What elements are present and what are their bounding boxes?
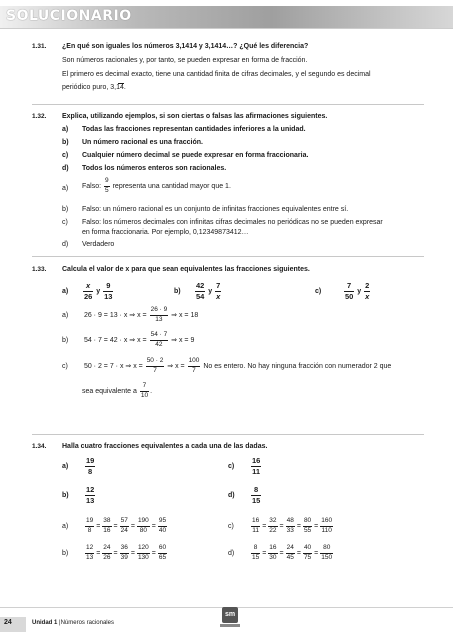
item-label: a) <box>62 462 69 470</box>
denominator: 150 <box>321 553 333 561</box>
publisher-logo: sm <box>222 607 238 623</box>
equals-sign: = <box>314 549 319 557</box>
item-label: a) <box>62 287 69 295</box>
numerator: 32 <box>268 518 277 527</box>
fraction <box>364 282 370 300</box>
fraction <box>137 545 150 561</box>
denominator: 110 <box>321 526 332 534</box>
denominator: 39 <box>120 553 128 561</box>
numerator: 7 <box>344 282 354 292</box>
denominator: 11 <box>252 466 261 476</box>
numerator: 8 <box>251 545 260 554</box>
fraction <box>150 332 169 348</box>
exercise-question: Explica, utilizando ejemplos, si son ciertas o falsas las afirmaciones siguientes. <box>62 113 328 120</box>
equals-sign: = <box>262 522 267 530</box>
denominator: 13 <box>85 553 94 561</box>
answer-line-1: Son números racionales y, por tanto, se pueden expresar en forma de fracción. <box>62 57 308 64</box>
numerator: 24 <box>102 545 111 554</box>
denominator: 13 <box>155 315 163 323</box>
equation-comment: No es entero. No hay ninguna fracción con numerador 2 que <box>203 362 392 370</box>
conjunction: y <box>357 287 362 295</box>
denominator: 40 <box>158 526 167 534</box>
exercise-number: 1.32. <box>32 113 47 120</box>
numerator: 2 <box>365 281 370 290</box>
denominator: 45 <box>286 553 294 561</box>
denominator: 33 <box>286 526 294 534</box>
denominator: 80 <box>139 526 147 534</box>
exercise-question: Halla cuatro fracciones equivalentes a cada una de las dadas. <box>62 443 268 450</box>
exercise-1-33 <box>32 266 424 426</box>
denominator: 26 <box>103 553 111 561</box>
item-label: c) <box>62 362 68 370</box>
exercise-question: ¿En qué son iguales los números 3,1414 y 3,1414…? ¿Qué les diferencia? <box>62 43 309 50</box>
footer-unit <box>32 620 114 628</box>
item-label: b) <box>62 549 69 557</box>
page-number: 24 <box>4 619 12 626</box>
pair-c <box>315 282 371 300</box>
equals-sign: = <box>296 549 301 557</box>
equivalent-chain-a <box>84 517 168 534</box>
header-bar <box>0 6 453 28</box>
equation-result: ⇒ x = 18 <box>171 311 199 319</box>
numerator: 54 · 7 <box>150 332 169 341</box>
fraction <box>104 178 110 194</box>
equals-sign: = <box>151 522 156 530</box>
denominator: 13 <box>85 495 95 505</box>
equals-sign: = <box>279 549 284 557</box>
denominator: 10 <box>140 391 149 399</box>
solution-b <box>62 332 194 348</box>
answer-line-3 <box>62 84 432 93</box>
fraction <box>251 518 260 534</box>
item-label: b) <box>62 491 69 499</box>
fraction <box>146 358 165 374</box>
item-label: b) <box>174 287 181 295</box>
numerator: 7 <box>140 383 149 392</box>
fraction <box>103 282 113 300</box>
numerator: 120 <box>137 545 150 554</box>
denominator: x <box>216 291 221 301</box>
solution-a <box>62 307 198 323</box>
numerator: 19 <box>85 518 94 527</box>
numerator: 9 <box>104 178 110 187</box>
exercise-1-31 <box>32 43 424 103</box>
publisher-logo-bar <box>220 624 240 627</box>
solution-row-a <box>62 518 168 534</box>
numerator: 19 <box>85 456 95 465</box>
section-divider <box>32 256 424 257</box>
answer-line-2: El primero es decimal exacto, tiene una cantidad finita de cifras decimales, y el segundo es decimal <box>62 71 371 78</box>
numerator: 50 · 2 <box>146 358 165 367</box>
section-divider <box>32 104 424 105</box>
statement-b: Un número racional es una fracción. <box>82 139 203 146</box>
fraction <box>320 545 333 561</box>
equation-text: 54 · 7 = 42 · x ⇒ x = <box>83 336 147 344</box>
fraction <box>320 518 333 534</box>
item-label: d) <box>228 549 235 557</box>
fraction <box>188 358 201 374</box>
equals-sign: = <box>262 549 267 557</box>
unit-label: Unidad <box>32 620 53 626</box>
fraction <box>268 545 277 561</box>
denominator: 7 <box>153 366 157 374</box>
periodic-digits: 3,14 <box>110 84 124 91</box>
answer-d: Verdadero <box>82 241 115 248</box>
fraction <box>251 486 261 504</box>
numerator: 100 <box>188 358 201 367</box>
denominator: 30 <box>269 553 277 561</box>
equals-sign: = <box>96 549 101 557</box>
equals-sign: = <box>130 522 135 530</box>
header-divider <box>0 28 453 29</box>
numerator: 16 <box>268 545 277 554</box>
answer-label: b) <box>62 206 69 213</box>
denominator: x <box>365 291 370 301</box>
item-label: a) <box>62 522 69 530</box>
numerator: 190 <box>137 518 150 527</box>
equals-sign: = <box>151 549 156 557</box>
conjunction: y <box>208 287 213 295</box>
pair-b <box>174 282 222 300</box>
fraction <box>158 545 167 561</box>
period-end: . <box>123 84 126 91</box>
denominator: 7 <box>192 366 196 374</box>
exercise-1-32 <box>32 113 424 253</box>
numerator: x <box>83 282 93 292</box>
numerator: 42 <box>195 281 205 290</box>
exercise-number: 1.34. <box>32 443 47 450</box>
fraction <box>251 457 261 475</box>
unit-separator: | <box>59 620 61 626</box>
equation-result: ⇒ x = 9 <box>171 336 195 344</box>
equals-sign: = <box>296 522 301 530</box>
fraction <box>303 545 312 561</box>
fraction <box>85 486 95 504</box>
fraction <box>85 545 94 561</box>
fraction <box>102 545 111 561</box>
equivalent-chain-d <box>250 544 334 561</box>
solution-c-line-2 <box>82 383 152 399</box>
numerator: 57 <box>120 518 129 527</box>
numerator: 160 <box>320 518 333 527</box>
numerator: 16 <box>251 518 260 527</box>
fraction <box>140 383 149 399</box>
denominator: 5 <box>105 186 109 194</box>
equals-sign: = <box>96 522 101 530</box>
denominator: 42 <box>155 340 163 348</box>
periodic-number <box>110 84 124 93</box>
statement-a: Todas las fracciones representan cantidades inferiores a la unidad. <box>82 126 306 133</box>
numerator: 16 <box>251 456 261 465</box>
section-divider <box>32 434 424 435</box>
item-label: c) <box>228 522 234 530</box>
numerator: 38 <box>102 518 111 527</box>
denominator: 22 <box>269 526 277 534</box>
fraction <box>120 545 129 561</box>
equals-sign: = <box>314 522 319 530</box>
equals-sign: = <box>113 522 118 530</box>
item-label: c) <box>228 462 235 470</box>
fraction <box>158 518 167 534</box>
denominator: 54 <box>195 291 205 301</box>
denominator: 65 <box>158 553 167 561</box>
fraction <box>150 307 169 323</box>
page-header-title: SOLUCIONARIO <box>6 8 132 24</box>
fraction <box>286 545 295 561</box>
denominator: 24 <box>120 526 128 534</box>
unit-number: 1 <box>54 620 58 626</box>
denominator: 8 <box>87 526 92 534</box>
solution-row-c <box>228 518 334 534</box>
exercise-number: 1.33. <box>32 266 47 273</box>
denominator: 75 <box>303 553 312 561</box>
period-end: . <box>150 387 153 395</box>
answer-b: Falso: un número racional es un conjunto de infinitas fracciones equivalentes entre sí. <box>82 206 349 213</box>
equation-comment: sea equivalente a <box>82 387 137 395</box>
numerator: 40 <box>303 545 312 554</box>
unit-title: Números racionales <box>60 620 114 626</box>
equation-text: 50 · 2 = 7 · x ⇒ x = <box>83 362 143 370</box>
fraction <box>251 545 260 561</box>
period-bar <box>118 83 124 84</box>
answer-label: c) <box>62 219 68 226</box>
given-c <box>228 457 262 475</box>
statement-c: Cualquier número decimal se puede expresar en forma fraccionaria. <box>82 152 309 159</box>
numerator: 7 <box>216 281 221 290</box>
exercise-1-34 <box>32 443 424 563</box>
denominator: 50 <box>344 291 354 301</box>
fraction <box>85 457 95 475</box>
numerator: 8 <box>251 486 261 496</box>
answer-c-line-1: Falso: los números decimales con infinitas cifras decimales no periódicas no se pueden expresar <box>82 219 383 226</box>
answer-c-line-2: en forma fraccionaria. Por ejemplo, 0,12349873412… <box>82 229 249 236</box>
denominator: 15 <box>251 495 261 505</box>
answer-label: d) <box>62 241 69 248</box>
fraction <box>137 518 150 534</box>
numerator: 12 <box>85 545 94 554</box>
given-d <box>228 486 262 504</box>
solution-c <box>62 358 391 374</box>
answer-label: a) <box>62 185 69 192</box>
numerator: 12 <box>85 485 95 494</box>
answer-a <box>82 178 231 194</box>
exercise-number: 1.31. <box>32 43 47 50</box>
equation-text: ⇒ x = <box>167 362 185 370</box>
given-a <box>62 457 96 475</box>
pair-a <box>62 282 114 300</box>
fraction <box>85 518 94 534</box>
fraction <box>195 282 205 300</box>
numerator: 80 <box>303 518 312 527</box>
numerator: 80 <box>320 545 333 554</box>
numerator: 48 <box>286 518 295 527</box>
answer-text: periódico puro, <box>62 84 109 91</box>
item-label: c) <box>315 287 322 295</box>
item-label: a) <box>62 311 69 319</box>
item-label: b) <box>62 139 69 146</box>
solution-row-d <box>228 545 334 561</box>
denominator: 55 <box>303 526 312 534</box>
equivalent-chain-b <box>84 544 168 561</box>
numerator: 9 <box>103 282 113 292</box>
item-label: d) <box>228 491 235 499</box>
denominator: 130 <box>137 553 149 561</box>
equals-sign: = <box>279 522 284 530</box>
equivalent-chain-c <box>250 517 334 534</box>
item-label: d) <box>62 165 69 172</box>
item-label: c) <box>62 152 69 159</box>
given-b <box>62 486 96 504</box>
denominator: 15 <box>251 553 260 561</box>
numerator: 95 <box>158 518 167 527</box>
fraction <box>344 282 354 300</box>
fraction <box>286 518 295 534</box>
denominator: 13 <box>104 291 113 301</box>
denominator: 16 <box>103 526 111 534</box>
exercise-question: Calcula el valor de x para que sean equivalentes las fracciones siguientes. <box>62 266 310 273</box>
denominator: 26 <box>83 291 93 301</box>
fraction <box>215 282 221 300</box>
fraction <box>120 518 129 534</box>
answer-text: representa una cantidad mayor que 1. <box>112 182 231 190</box>
fraction <box>83 282 93 300</box>
item-label: b) <box>62 336 69 344</box>
conjunction: y <box>96 287 101 295</box>
equals-sign: = <box>113 549 118 557</box>
fraction <box>303 518 312 534</box>
item-label: a) <box>62 126 69 133</box>
fraction <box>102 518 111 534</box>
denominator: 11 <box>252 526 259 534</box>
fraction <box>268 518 277 534</box>
equation-text: 26 · 9 = 13 · x ⇒ x = <box>83 311 147 319</box>
numerator: 26 · 9 <box>150 307 169 316</box>
answer-text: Falso: <box>82 182 102 190</box>
statement-d: Todos los números enteros son racionales. <box>82 165 227 172</box>
equals-sign: = <box>130 549 135 557</box>
numerator: 36 <box>120 545 129 554</box>
solution-row-b <box>62 545 168 561</box>
numerator: 60 <box>158 545 167 554</box>
page-number-box <box>0 617 26 632</box>
numerator: 24 <box>286 545 295 554</box>
denominator: 8 <box>88 466 93 476</box>
